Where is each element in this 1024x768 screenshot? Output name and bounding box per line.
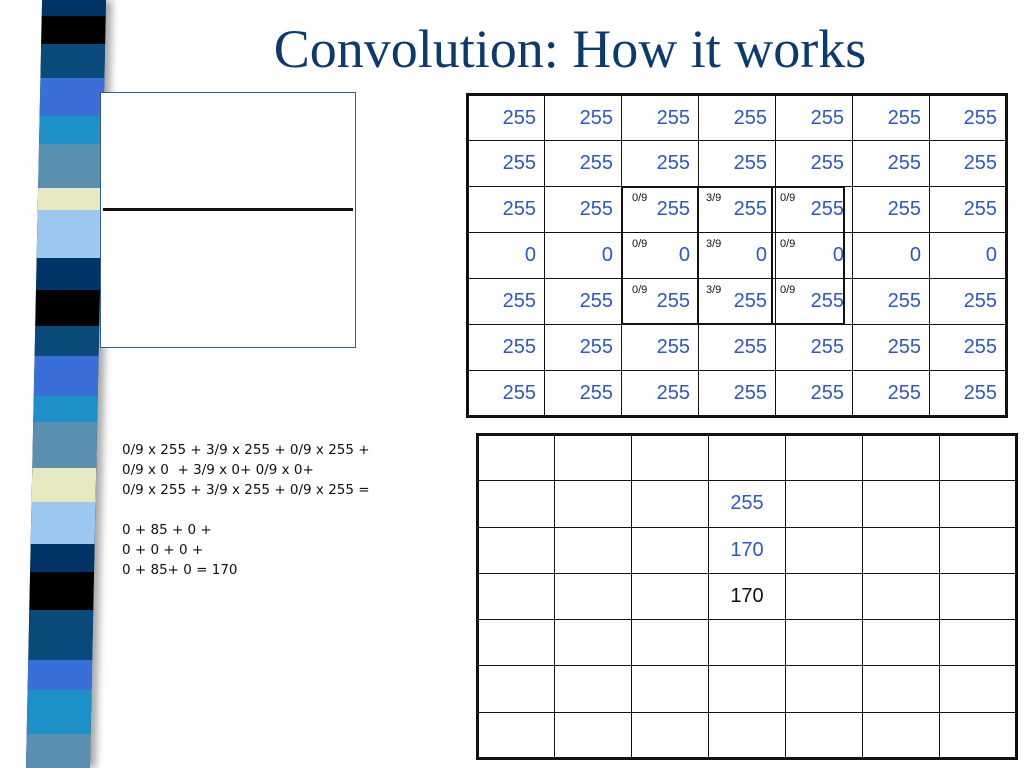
table-row (478, 481, 1017, 527)
pixel-value-cell: 255 (853, 325, 930, 371)
output-value-cell (478, 712, 555, 758)
pixel-value-cell: 255 (622, 325, 699, 371)
output-value-cell (555, 712, 632, 758)
table-row (478, 527, 1017, 573)
table-row (468, 371, 1007, 417)
pixel-value-cell: 255 (622, 371, 699, 417)
output-value-cell (940, 435, 1017, 481)
output-value-cell (555, 527, 632, 573)
output-value-cell (478, 666, 555, 712)
stripe-segment (41, 16, 106, 44)
output-value-cell (632, 435, 709, 481)
pixel-value-cell: 255 (622, 95, 699, 141)
output-value-cell (632, 573, 709, 619)
pixel-value-cell: 255 (699, 279, 776, 325)
pixel-value-cell: 255 (468, 187, 545, 233)
output-value-cell (632, 481, 709, 527)
output-value-cell (786, 527, 863, 573)
output-value-cell (709, 712, 786, 758)
output-value-cell (786, 435, 863, 481)
pixel-value-cell: 255 (930, 279, 1007, 325)
stripe-segment (31, 502, 96, 544)
pixel-value-cell: 255 (545, 187, 622, 233)
output-value-cell: 170 (709, 527, 786, 573)
pixel-value-cell: 255 (776, 141, 853, 187)
table-row (478, 712, 1017, 758)
pixel-value-cell: 255 (468, 325, 545, 371)
pixel-value-cell: 255 (545, 325, 622, 371)
stripe-segment (29, 572, 94, 610)
output-value-cell (478, 435, 555, 481)
table-row (478, 620, 1017, 666)
pixel-value-cell: 255 (468, 279, 545, 325)
output-value-cell (632, 620, 709, 666)
calculation-line (122, 500, 462, 520)
output-value-cell (478, 481, 555, 527)
stripe-segment (35, 290, 100, 326)
pixel-value-cell: 0 (622, 233, 699, 279)
pixel-value-cell: 0 (545, 233, 622, 279)
output-value-cell (555, 435, 632, 481)
pixel-value-cell: 255 (545, 141, 622, 187)
pixel-value-cell: 255 (930, 371, 1007, 417)
output-value-cell (555, 481, 632, 527)
calculation-line: 0/9 x 255 + 3/9 x 255 + 0/9 x 255 = (122, 482, 370, 498)
output-value-cell (478, 527, 555, 573)
pixel-value-cell: 255 (930, 325, 1007, 371)
output-value-cell (632, 527, 709, 573)
output-value-cell (863, 712, 940, 758)
output-value-cell: 170 (709, 573, 786, 619)
stripe-segment (40, 78, 105, 116)
kernel-weight-label: 0/9 (780, 192, 796, 204)
output-value-cell (863, 573, 940, 619)
output-value-cell (555, 573, 632, 619)
stripe-segment (38, 188, 102, 210)
stripe-segment (39, 116, 104, 144)
output-value-cell (786, 573, 863, 619)
output-value-cell (940, 712, 1017, 758)
table-row (468, 187, 1007, 233)
output-value-cell (786, 620, 863, 666)
stripe-segment (36, 258, 101, 290)
output-value-cell (786, 712, 863, 758)
output-value-cell (863, 666, 940, 712)
output-value-cell (632, 712, 709, 758)
pixel-value-cell: 255 (622, 187, 699, 233)
pixel-value-cell: 255 (699, 187, 776, 233)
kernel-weight-label: 0/9 (780, 284, 796, 296)
output-value-cell (709, 666, 786, 712)
calculation-text (122, 440, 462, 580)
output-value-cell (478, 573, 555, 619)
pixel-value-cell: 255 (776, 187, 853, 233)
output-value-cell (478, 620, 555, 666)
pixel-value-cell: 255 (853, 141, 930, 187)
kernel-weight-label: 3/9 (706, 192, 722, 204)
output-value-cell (940, 527, 1017, 573)
pixel-value-cell: 255 (468, 95, 545, 141)
stripe-segment (33, 396, 98, 422)
calculation-line: 0/9 x 0 + 3/9 x 0+ 0/9 x 0+ (122, 462, 314, 478)
slide-title: Convolution: How it works (273, 19, 867, 79)
stripe-segment (38, 144, 103, 188)
table-row (478, 666, 1017, 712)
output-value-cell (940, 481, 1017, 527)
output-value-cell (863, 481, 940, 527)
calculation-line: 0 + 0 + 0 + (122, 542, 204, 558)
stripe-segment (27, 690, 92, 734)
table-row (468, 233, 1007, 279)
pixel-value-cell: 255 (930, 187, 1007, 233)
pixel-value-cell: 255 (699, 371, 776, 417)
kernel-weight-label: 0/9 (632, 238, 648, 250)
stripe-segment (42, 0, 106, 16)
calculation-line: 0/9 x 255 + 3/9 x 255 + 0/9 x 255 + (122, 442, 370, 458)
edge-image-preview (100, 92, 356, 348)
kernel-weight-label: 3/9 (706, 238, 722, 250)
pixel-value-cell: 0 (776, 233, 853, 279)
pixel-value-cell: 255 (776, 95, 853, 141)
pixel-value-cell: 255 (776, 371, 853, 417)
output-value-cell (555, 620, 632, 666)
stripe-segment (28, 660, 93, 690)
pixel-value-cell: 255 (699, 141, 776, 187)
table-row (478, 435, 1017, 481)
stripe-segment (26, 734, 91, 768)
output-value-cell (863, 527, 940, 573)
pixel-value-cell: 255 (776, 325, 853, 371)
output-value-cell (940, 666, 1017, 712)
pixel-value-cell: 255 (853, 371, 930, 417)
pixel-value-cell: 255 (930, 141, 1007, 187)
output-value-cell (786, 481, 863, 527)
pixel-value-cell: 255 (853, 187, 930, 233)
pixel-value-cell: 255 (853, 279, 930, 325)
table-row (478, 573, 1017, 619)
pixel-value-cell: 255 (468, 371, 545, 417)
decorative-stripe-bar (26, 0, 106, 768)
output-value-cell (940, 620, 1017, 666)
pixel-value-cell: 255 (622, 279, 699, 325)
output-value-cell (709, 620, 786, 666)
stripe-segment (40, 44, 105, 78)
stripe-segment (32, 468, 97, 502)
table-row (468, 325, 1007, 371)
kernel-weight-label: 0/9 (632, 284, 648, 296)
pixel-value-cell: 255 (853, 95, 930, 141)
pixel-value-cell: 0 (853, 233, 930, 279)
output-value-cell (709, 435, 786, 481)
output-value-cell (555, 666, 632, 712)
output-value-cell (863, 435, 940, 481)
pixel-value-cell: 255 (776, 279, 853, 325)
pixel-value-cell: 255 (699, 325, 776, 371)
kernel-weight-label: 3/9 (706, 284, 722, 296)
pixel-value-cell: 255 (545, 279, 622, 325)
pixel-value-cell: 255 (699, 95, 776, 141)
calculation-line: 0 + 85 + 0 + (122, 522, 212, 538)
pixel-value-cell: 255 (622, 141, 699, 187)
output-value-cell (632, 666, 709, 712)
stripe-segment (37, 210, 102, 258)
output-value-cell (863, 620, 940, 666)
pixel-value-cell: 0 (468, 233, 545, 279)
stripe-segment (30, 544, 95, 572)
pixel-value-cell: 255 (545, 371, 622, 417)
pixel-value-cell: 255 (545, 95, 622, 141)
pixel-value-cell: 0 (930, 233, 1007, 279)
input-pixel-grid (466, 93, 1008, 418)
calculation-line: 0 + 85+ 0 = 170 (122, 562, 238, 578)
table-row (468, 279, 1007, 325)
pixel-value-cell: 255 (930, 95, 1007, 141)
stripe-segment (32, 422, 97, 468)
table-row (468, 141, 1007, 187)
output-value-cell (940, 573, 1017, 619)
pixel-value-cell: 0 (699, 233, 776, 279)
output-value-cell: 255 (709, 481, 786, 527)
table-row (468, 95, 1007, 141)
stripe-segment (34, 356, 99, 396)
output-value-cell (786, 666, 863, 712)
kernel-weight-label: 0/9 (780, 238, 796, 250)
output-pixel-grid (476, 433, 1018, 760)
stripe-segment (28, 610, 93, 660)
kernel-weight-label: 0/9 (632, 192, 648, 204)
stripe-segment (35, 326, 100, 356)
pixel-value-cell: 255 (468, 141, 545, 187)
horizontal-edge-line (103, 208, 353, 211)
